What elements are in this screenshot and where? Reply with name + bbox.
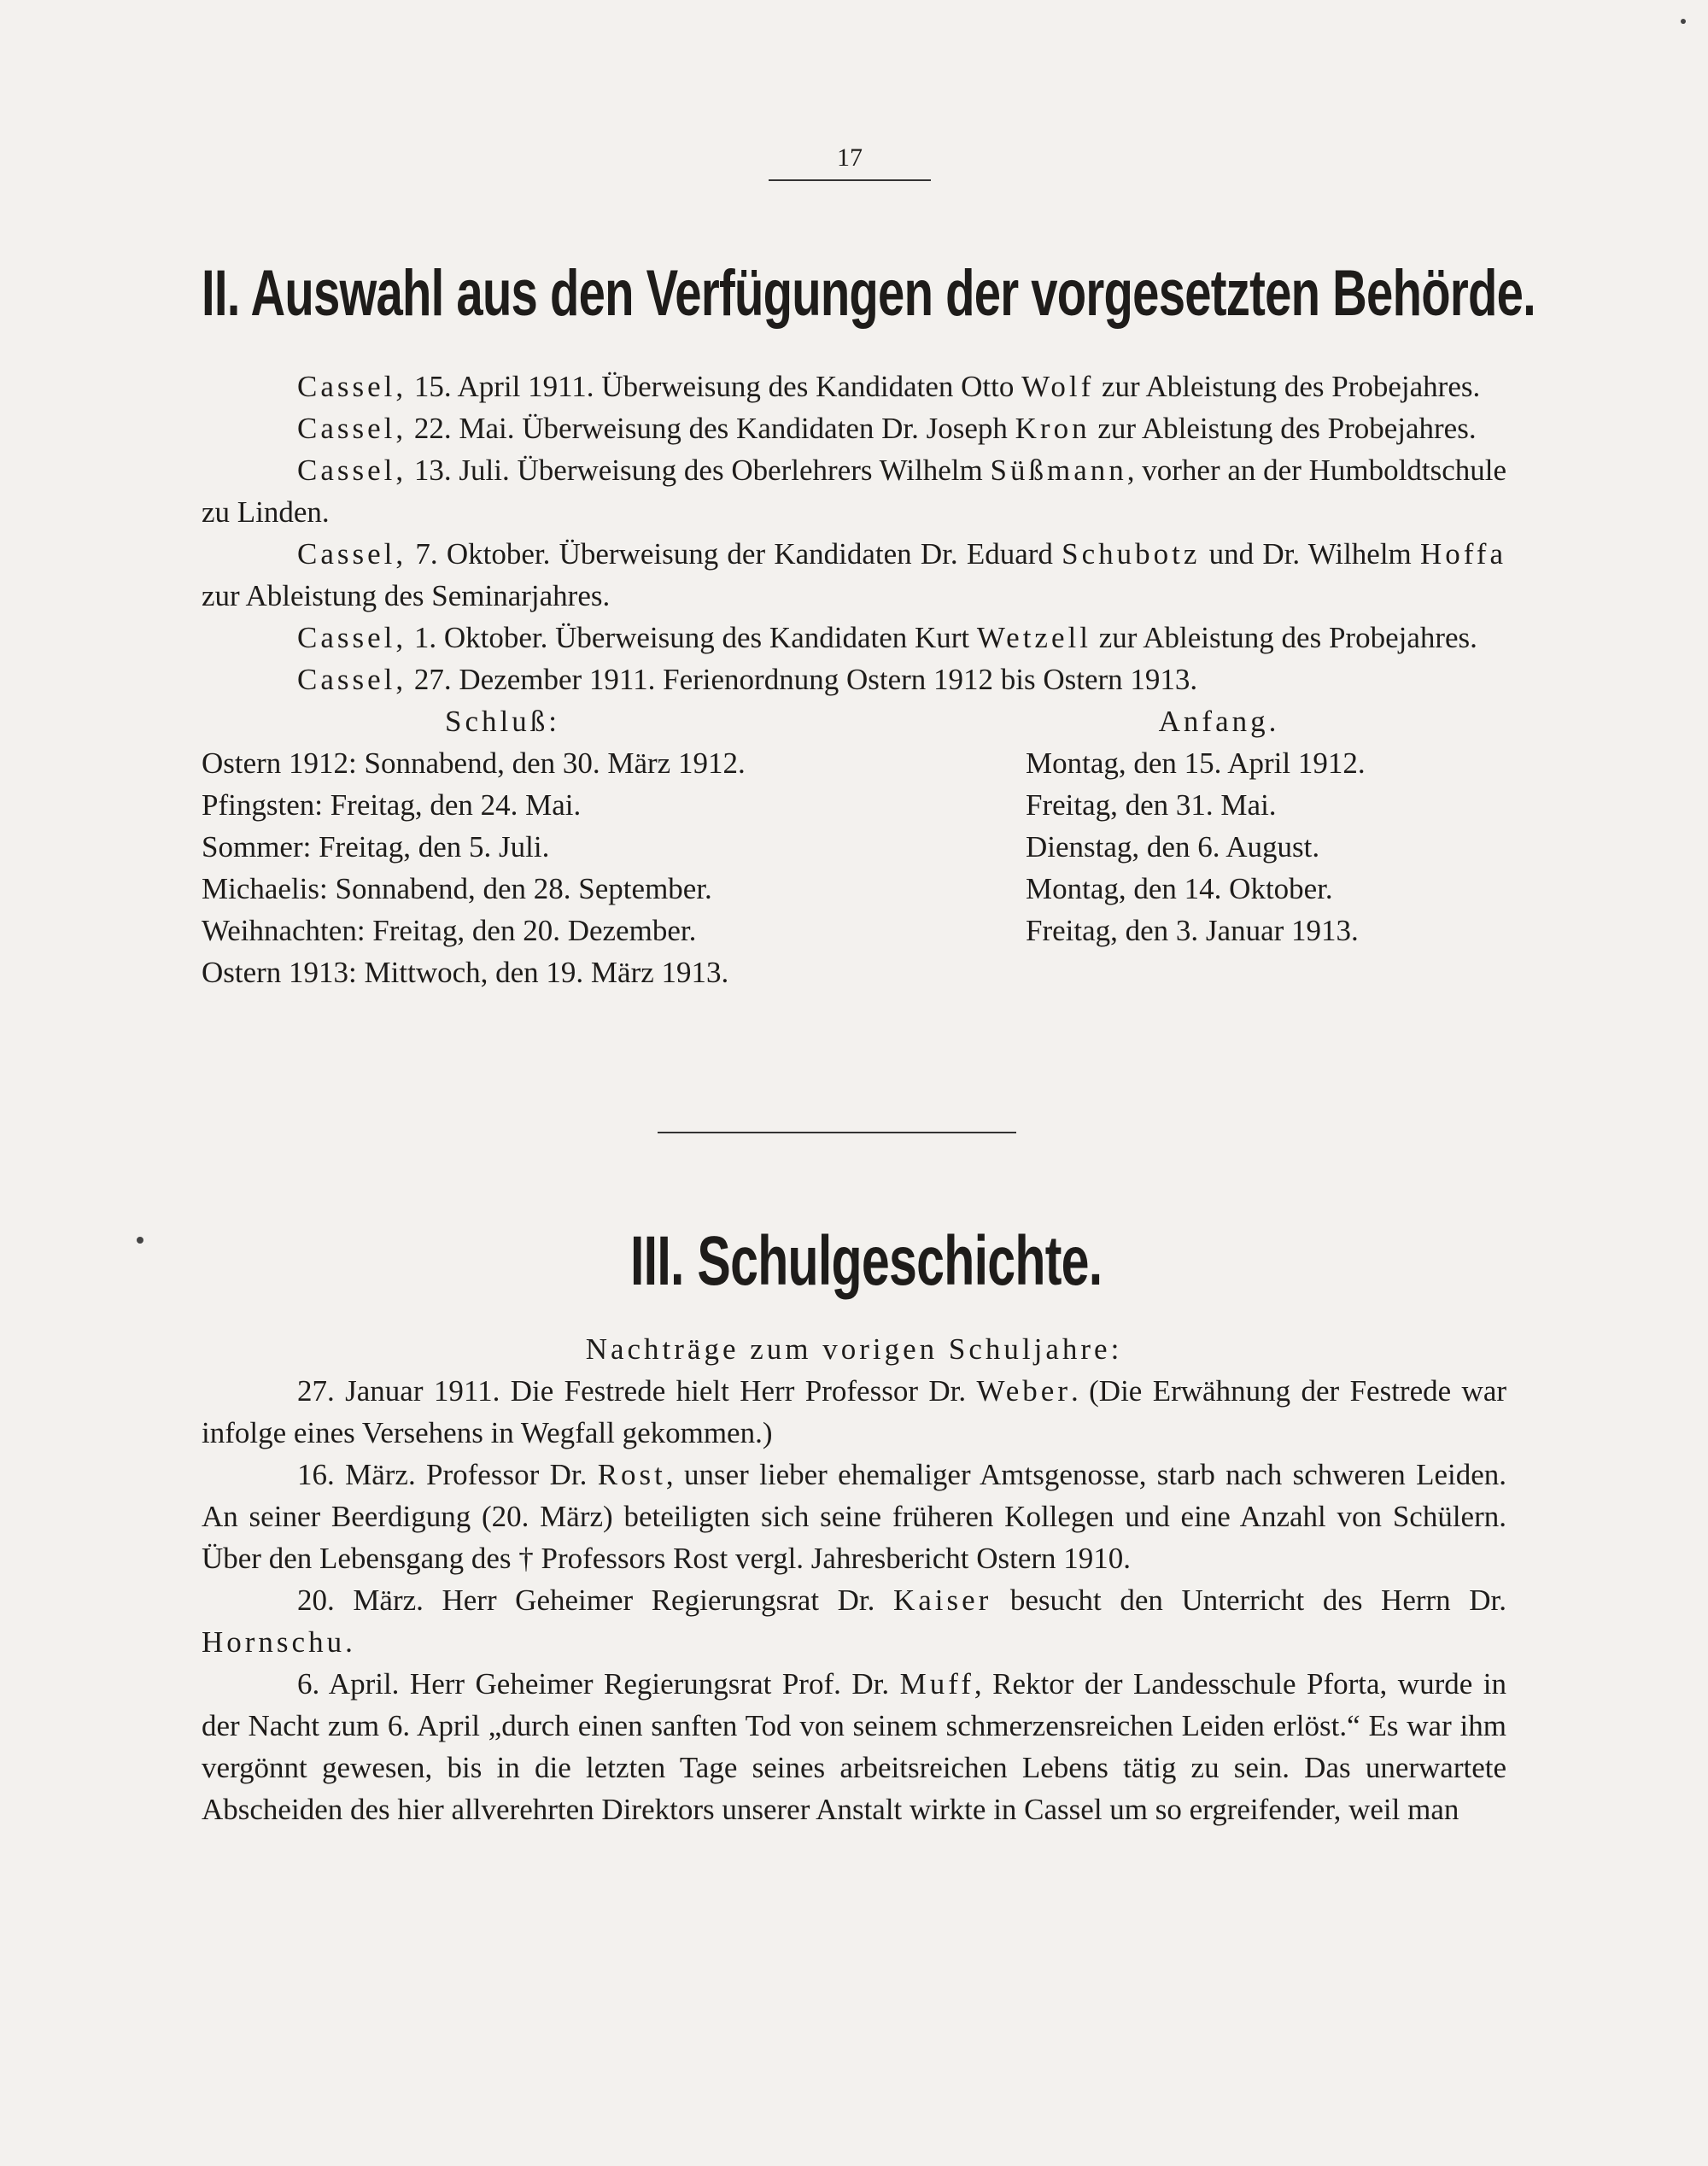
chronicle-paragraph: 27. Januar 1911. Die Festrede hielt Herr Professor Dr. Weber. (Die Erwähnung der Festrede war infolge eines Versehens in Wegfall gekommen.) [202, 1374, 1507, 1449]
decree-entry: Cassel, 22. Mai. Überweisung des Kandidaten Dr. Joseph Kron zur Ableistung des Probejahres. [297, 412, 1477, 445]
decree-entry: Cassel, 27. Dezember 1911. Ferienordnung Ostern 1912 bis Ostern 1913. [297, 663, 1198, 696]
schedule-header [202, 700, 1506, 742]
schedule-end-header: Schluß: [445, 705, 560, 738]
scan-speck [137, 1237, 143, 1244]
schedule-row: Ostern 1912: Sonnabend, den 30. März 1912. Montag, den 15. April 1912. [202, 746, 1366, 780]
scan-speck [1681, 19, 1686, 24]
schedule-row: Weihnachten: Freitag, den 20. Dezember. Freitag, den 3. Januar 1913. [202, 914, 1359, 947]
schedule-start-header: Anfang. [1158, 705, 1280, 738]
holiday-schedule [202, 700, 1506, 993]
decree-entry: Cassel, 1. Oktober. Überweisung des Kandidaten Kurt Wetzell zur Ableistung des Probejahres. [297, 621, 1477, 654]
page-number: 17 [769, 143, 931, 181]
schedule-row: Ostern 1913: Mittwoch, den 19. März 1913. [202, 956, 729, 989]
decree-entry: Cassel, 7. Oktober. Überweisung der Kandidaten Dr. Eduard Schubotz und Dr. Wilhelm Hoffa zur Ableistung des Seminarjahres. [202, 537, 1506, 612]
section-3-subheading: Nachträge zum vorigen Schuljahre: [585, 1332, 1123, 1366]
chronicle-paragraph: 20. März. Herr Geheimer Regierungsrat Dr. Kaiser besucht den Unterricht des Herrn Dr. Hornschu. [202, 1584, 1506, 1659]
schedule-row: Pfingsten: Freitag, den 24. Mai. Freitag, den 31. Mai. [202, 788, 1277, 822]
section-3-heading: III. Schulgeschichte. [630, 1222, 1103, 1300]
schedule-row: Michaelis: Sonnabend, den 28. September. Montag, den 14. Oktober. [202, 872, 1333, 905]
schedule-row: Sommer: Freitag, den 5. Juli. Dienstag, den 6. August. [202, 830, 1320, 863]
decree-entry: Cassel, 15. April 1911. Überweisung des Kandidaten Otto Wolf zur Ableistung des Probejahres. [297, 370, 1481, 403]
section-2-body [202, 366, 1506, 993]
section-divider [658, 1132, 1016, 1133]
decree-entry: Cassel, 13. Juli. Überweisung des Oberlehrers Wilhelm Süßmann, vorher an der Humboldtschule zu Linden. [202, 454, 1506, 529]
chronicle-paragraph: 16. März. Professor Dr. Rost, unser lieber ehemaliger Amtsgenosse, starb nach schweren Leiden. An seiner Beerdigung (20. März) beteiligten sich seine früheren Kollegen und eine Anzahl von Schülern. Über den Lebensgang des † Professors Rost vergl. Jahresbericht Ostern 1910. [202, 1458, 1506, 1575]
section-3-body [202, 1328, 1506, 1830]
chronicle-paragraph: 6. April. Herr Geheimer Regierungsrat Prof. Dr. Muff, Rektor der Landesschule Pforta, wurde in der Nacht zum 6. April „durch einen sanften Tod von seinem schmerzensreichen Leiden erlöst.“ Es war ihm vergönnt gewesen, bis in die letzten Tage seines arbeitsreichen Lebens tätig zu sein. Das unerwartete Abscheiden des hier allverehrten Direktors unserer Anstalt wirkte in Cassel um so ergreifender, weil man [202, 1667, 1506, 1826]
section-2-heading: II. Auswahl aus den Verfügungen der vorgesetzten Behörde. [202, 257, 1536, 330]
